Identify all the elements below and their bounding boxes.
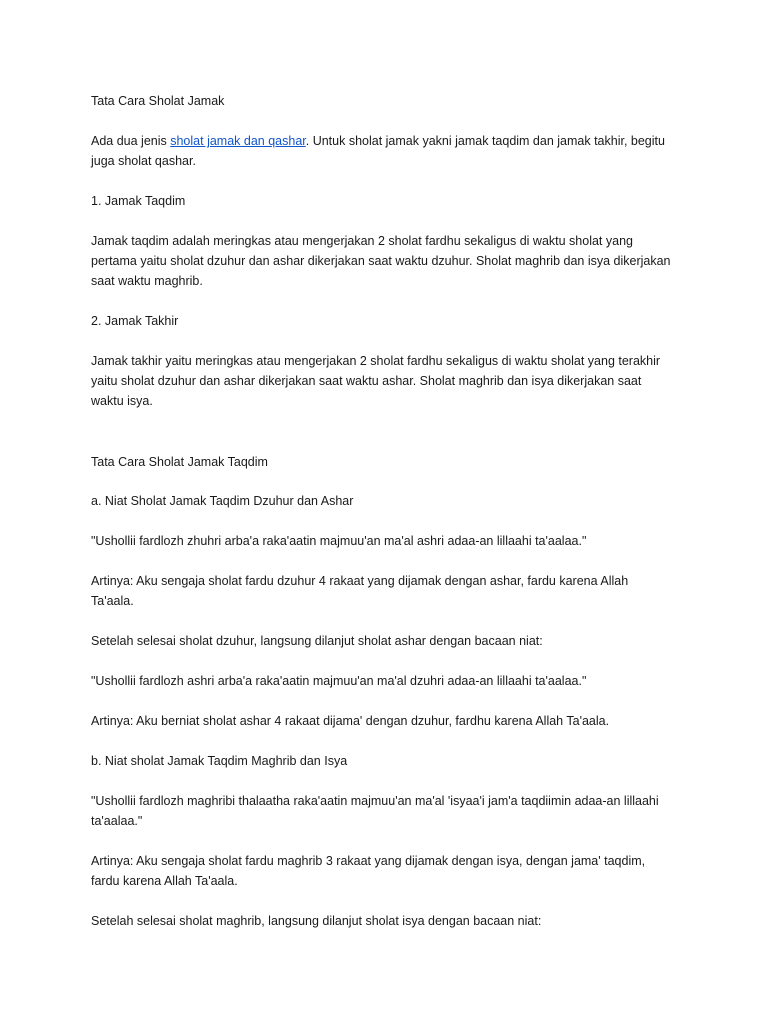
section1-body-line: pertama yaitu sholat dzuhur dan ashar dikerjakan saat waktu dzuhur. Sholat maghrib dan isya dikerjakan <box>91 254 671 268</box>
intro-paragraph-line-1 <box>91 131 665 151</box>
niat-ashar-text: "Ushollii fardlozh ashri arba'a raka'aatin majmuu'an ma'al dzuhri adaa-an lillaahi ta'aalaa." <box>91 674 587 688</box>
niat-a-heading: a. Niat Sholat Jamak Taqdim Dzuhur dan Ashar <box>91 494 354 508</box>
niat-b-text-line: "Ushollii fardlozh maghribi thalaatha raka'aatin majmuu'an ma'al 'isyaa'i jam'a taqdiimin adaa-an lillaahi <box>91 794 659 808</box>
section2-body-line: Jamak takhir yaitu meringkas atau mengerjakan 2 sholat fardhu sekaligus di waktu sholat yang terakhir <box>91 354 661 368</box>
section2-body-line: waktu isya. <box>91 394 153 408</box>
intro-paragraph-line-2: juga sholat qashar. <box>91 154 196 168</box>
niat-b-meaning-line: fardu karena Allah Ta'aala. <box>91 874 238 888</box>
section1-body-line: Jamak taqdim adalah meringkas atau mengerjakan 2 sholat fardhu sekaligus di waktu sholat yang <box>91 234 633 248</box>
document-title: Tata Cara Sholat Jamak <box>91 94 225 108</box>
niat-b-text-line: ta'aalaa." <box>91 814 143 828</box>
niat-a-text: "Ushollii fardlozh zhuhri arba'a raka'aatin majmuu'an ma'al ashri adaa-an lillaahi ta'aalaa." <box>91 534 587 548</box>
section2-body-line: yaitu sholat dzuhur dan ashar dikerjakan saat waktu ashar. Sholat maghrib dan isya dikerjakan saat <box>91 374 642 388</box>
niat-b-heading: b. Niat sholat Jamak Taqdim Maghrib dan Isya <box>91 754 348 768</box>
after-dzuhur-text: Setelah selesai sholat dzuhur, langsung dilanjut sholat ashar dengan bacaan niat: <box>91 634 543 648</box>
niat-a-meaning-line: Artinya: Aku sengaja sholat fardu dzuhur 4 rakaat yang dijamak dengan ashar, fardu karena Allah <box>91 574 629 588</box>
section2-heading: 2. Jamak Takhir <box>91 314 179 328</box>
niat-b-meaning-line: Artinya: Aku sengaja sholat fardu maghrib 3 rakaat yang dijamak dengan isya, dengan jama' taqdim, <box>91 854 646 868</box>
intro-prefix: Ada dua jenis <box>91 134 171 148</box>
niat-ashar-meaning: Artinya: Aku berniat sholat ashar 4 rakaat dijama' dengan dzuhur, fardhu karena Allah Ta'aala. <box>91 714 610 728</box>
taqdim-heading: Tata Cara Sholat Jamak Taqdim <box>91 455 268 469</box>
intro-suffix: . Untuk sholat jamak yakni jamak taqdim dan jamak takhir, begitu <box>305 134 665 148</box>
after-maghrib-text: Setelah selesai sholat maghrib, langsung dilanjut sholat isya dengan bacaan niat: <box>91 914 542 928</box>
section1-body-line: saat waktu maghrib. <box>91 274 203 288</box>
niat-a-meaning-line: Ta'aala. <box>91 594 134 608</box>
sholat-jamak-link[interactable]: sholat jamak dan qashar <box>170 134 306 148</box>
section1-heading: 1. Jamak Taqdim <box>91 194 186 208</box>
